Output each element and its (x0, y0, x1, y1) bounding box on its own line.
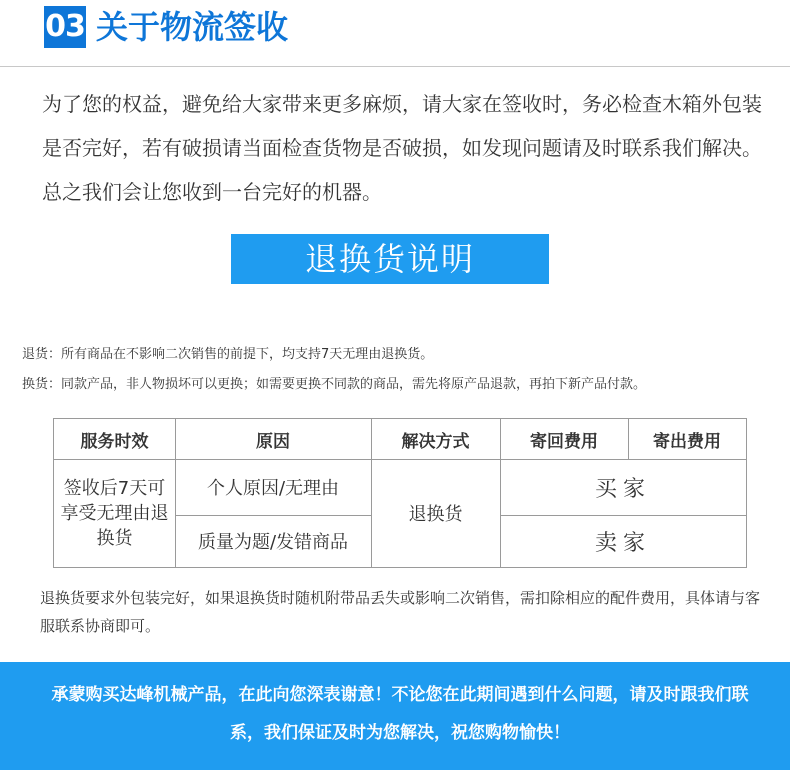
table-rule (175, 515, 371, 516)
table-cell-reason-quality: 质量为题/发错商品 (197, 532, 349, 553)
return-policy-banner: 退换货说明 (231, 234, 549, 284)
intro-paragraph: 为了您的权益，避免给大家带来更多麻烦，请大家在签收时，务必检查木箱外包装是否完好，若有破损请当面检查货物是否破损，如发现问题请及时联系我们解决。总之我们会让您收到一台完好的机器。 (42, 92, 762, 204)
table-cell-buyer-pays: 买家 (594, 476, 651, 502)
table-cell-reason-personal: 个人原因/无理由 (206, 478, 340, 499)
table-cell-solution: 退换货 (408, 504, 463, 525)
table-cell-seller-pays: 卖家 (594, 530, 651, 556)
table-rule (371, 419, 372, 567)
table-rule (175, 419, 176, 567)
policy-table (53, 418, 747, 568)
exchange-note: 换货：同款产品，非人物损坏可以更换；如需要更换不同款的商品，需先将原产品退款，再拍下新产品付款。 (22, 377, 647, 392)
table-rule (500, 419, 501, 567)
table-header-solution: 解决方式 (401, 431, 470, 452)
footer-thanks-message: 承蒙购买达峰机械产品，在此向您深表谢意！不论您在此期间遇到什么问题，请及时跟我们联系，我们保证及时为您解决，祝您购物愉快！ (51, 685, 749, 743)
return-note: 退货：所有商品在不影响二次销售的前提下，均支持7天无理由退换货。 (22, 347, 434, 362)
table-rule (54, 459, 746, 460)
packaging-requirement-note: 退换货要求外包装完好，如果退换货时随机附带品丢失或影响二次销售，需扣除相应的配件费用，具体请与客服联系协商即可。 (40, 589, 761, 635)
table-rule (628, 419, 629, 459)
table-header-service-period: 服务时效 (80, 431, 149, 452)
section-number-badge: 03 (44, 6, 86, 48)
table-rule (500, 515, 746, 516)
table-header-outbound-shipping: 寄出费用 (653, 431, 721, 452)
table-cell-service-period: 签收后7天可享受无理由退换货 (60, 477, 169, 549)
header-divider (0, 66, 790, 67)
table-header-reason: 原因 (256, 431, 290, 452)
table-header-return-shipping: 寄回费用 (530, 431, 598, 452)
section-title: 关于物流签收 (96, 8, 289, 46)
